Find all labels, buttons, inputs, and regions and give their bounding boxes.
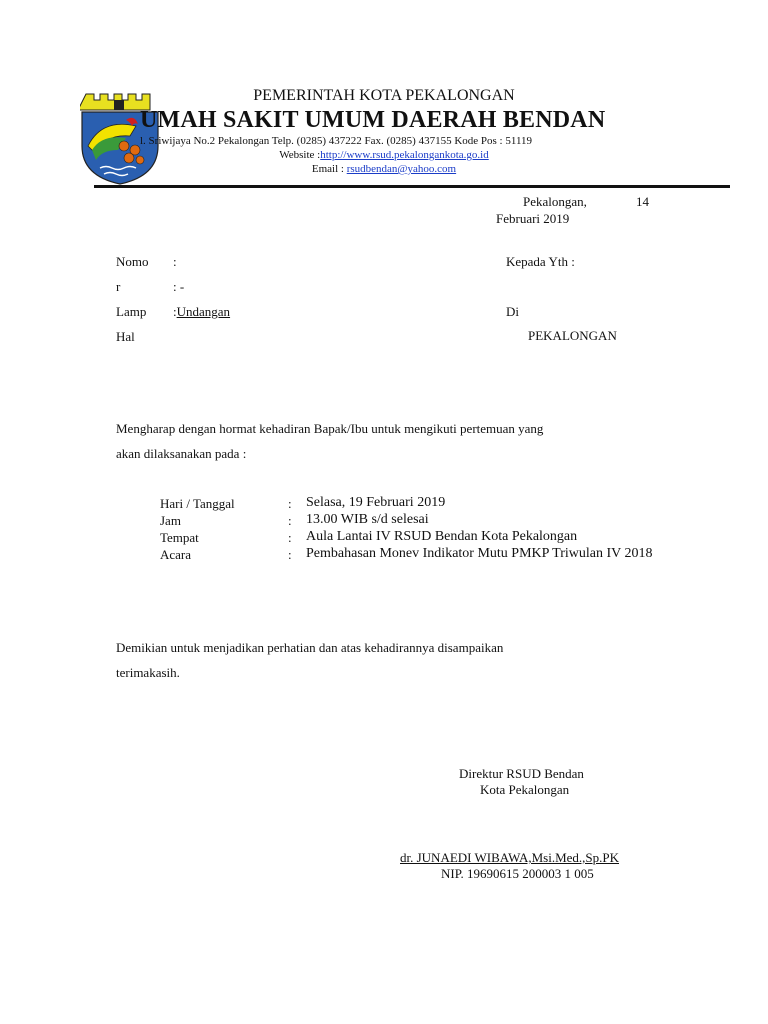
hal-label: Hal bbox=[116, 329, 135, 344]
detail-label: Hari / Tanggal bbox=[160, 496, 235, 511]
detail-colon: : bbox=[288, 530, 292, 545]
detail-label: Tempat bbox=[160, 530, 199, 545]
email-label: Email : bbox=[311, 163, 347, 175]
detail-value: Pembahasan Monev Indikator Mutu PMKP Triwulan IV 2018 bbox=[306, 546, 653, 561]
signature-name: dr. JUNAEDI WIBAWA,Msi.Med.,Sp.PK bbox=[400, 850, 620, 865]
nomor-colon: : bbox=[173, 254, 177, 269]
hal-line bbox=[173, 304, 230, 320]
detail-value: 13.00 WIB s/d selesai bbox=[306, 512, 429, 527]
intro-line-1: Mengharap dengan hormat kehadiran Bapak/Ibu untuk mengikuti pertemuan yang bbox=[116, 421, 544, 436]
hal-colon: : bbox=[173, 304, 177, 319]
detail-label: Acara bbox=[160, 547, 192, 562]
lamp-value: : - bbox=[173, 279, 185, 294]
letterhead-divider bbox=[94, 185, 730, 188]
institution-name: UMAH SAKIT UMUM DAERAH BENDAN bbox=[140, 107, 606, 133]
date-month-year: Februari 2019 bbox=[496, 211, 570, 226]
website-link[interactable]: http://www.rsud.pekalongankota.go.id bbox=[320, 149, 489, 161]
date-city: Pekalongan, bbox=[523, 194, 587, 209]
detail-colon: : bbox=[288, 496, 292, 511]
recipient-kepada: Kepada Yth : bbox=[506, 254, 575, 269]
address-line: l. Sriwijaya No.2 Pekalongan Telp. (0285) 437222 Fax. (0285) 437155 Kode Pos : 51119 bbox=[140, 135, 533, 147]
intro-line-2: akan dilaksanakan pada : bbox=[116, 446, 247, 461]
detail-colon: : bbox=[288, 513, 292, 528]
email-link[interactable]: rsudbendan@yahoo.com bbox=[346, 163, 457, 175]
closing-line-2: terimakasih. bbox=[116, 665, 180, 680]
nomor-label: Nomo bbox=[116, 254, 149, 269]
closing-line-1: Demikian untuk menjadikan perhatian dan atas kehadirannya disampaikan bbox=[116, 640, 504, 655]
detail-label: Jam bbox=[160, 513, 181, 528]
website-line bbox=[0, 149, 768, 161]
government-heading: PEMERINTAH KOTA PEKALONGAN bbox=[253, 87, 515, 104]
detail-colon: : bbox=[288, 547, 292, 562]
recipient-city: PEKALONGAN bbox=[528, 328, 617, 343]
date-day: 14 bbox=[636, 194, 649, 209]
signature-title-1: Direktur RSUD Bendan bbox=[459, 766, 584, 781]
email-line bbox=[0, 163, 768, 175]
signature-title-2: Kota Pekalongan bbox=[480, 782, 570, 797]
recipient-di: Di bbox=[506, 304, 519, 319]
website-label: Website : bbox=[279, 149, 321, 161]
signature-nip: NIP. 19690615 200003 1 005 bbox=[441, 866, 594, 881]
detail-value: Selasa, 19 Februari 2019 bbox=[306, 495, 446, 510]
lamp-label: Lamp bbox=[116, 304, 147, 319]
nomor-label-cont: r bbox=[116, 279, 121, 294]
detail-value: Aula Lantai IV RSUD Bendan Kota Pekalongan bbox=[306, 529, 578, 544]
hal-value: Undangan bbox=[176, 304, 231, 319]
